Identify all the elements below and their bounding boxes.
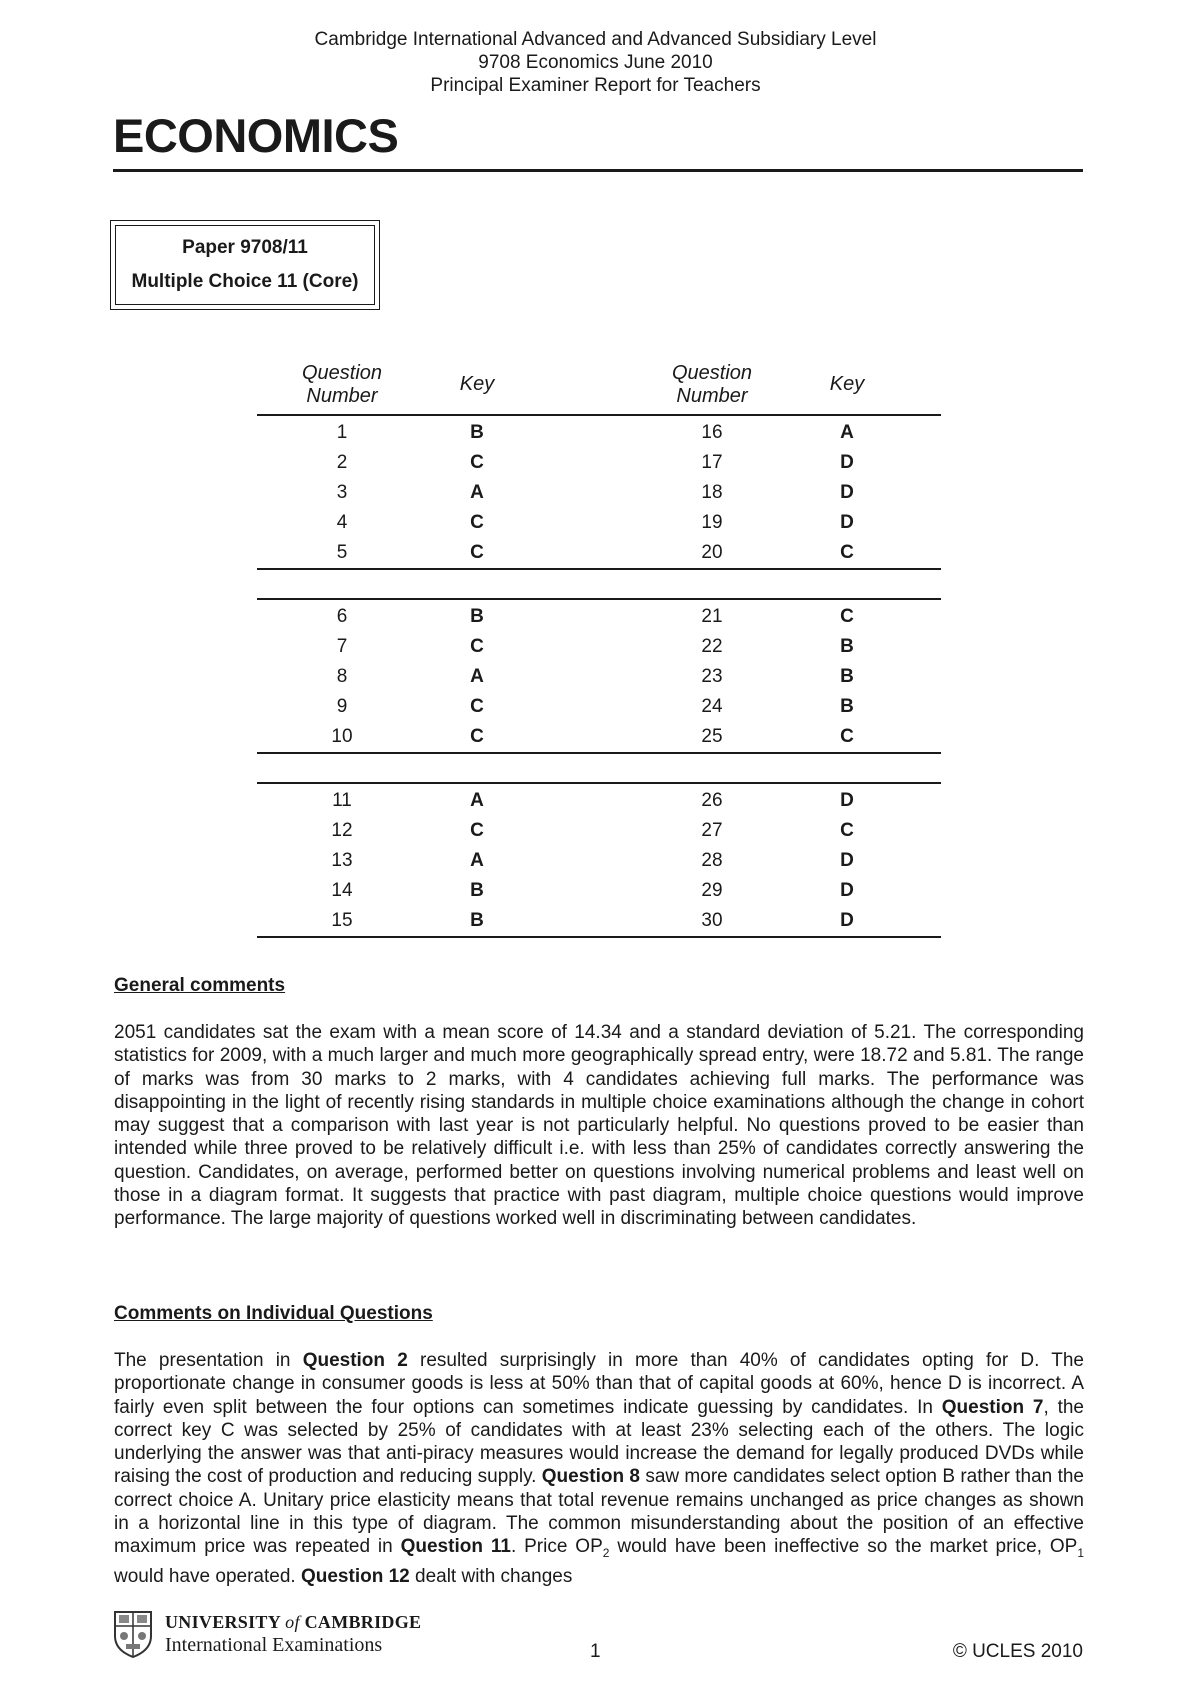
question-number: 7: [336, 636, 348, 657]
question-ref: Question 7: [941, 1396, 1044, 1418]
table-row: [257, 602, 941, 632]
table-row: [257, 816, 941, 846]
header-line-3: Principal Examiner Report for Teachers: [430, 75, 761, 96]
group-gap: [257, 754, 941, 782]
text-segment: saw more candidates select option B rather than the correct choice A. Unitary price elasticity means that total revenue remains unchanged as price changes as shown in a horizontal line in this type of diagram. The common misunderstanding about the position of an effective maximum price was repeated in: [114, 1466, 1084, 1558]
paper-box-inner: [115, 225, 375, 305]
answer-key: A: [470, 482, 484, 503]
question-number: 16: [701, 422, 723, 443]
question-number: 14: [331, 880, 353, 901]
answer-key: D: [840, 452, 854, 473]
document-title: ECONOMICS: [113, 109, 399, 162]
answer-key: C: [470, 542, 484, 563]
paper-code: Paper 9708/11: [182, 237, 308, 258]
question-number: 5: [336, 542, 348, 563]
question-number: 8: [336, 666, 348, 687]
question-number: 6: [336, 606, 348, 627]
answer-key: A: [470, 790, 484, 811]
table-row: [257, 448, 941, 478]
header-key-1: Key: [459, 373, 495, 395]
title-rule: [113, 169, 1083, 172]
question-number: 12: [331, 820, 353, 841]
answer-key: D: [840, 880, 854, 901]
answer-key: B: [470, 910, 484, 931]
table-row: [257, 538, 941, 568]
question-number: 26: [701, 790, 723, 811]
table-row: [257, 786, 941, 816]
table-row: [257, 846, 941, 876]
answer-key: D: [840, 850, 854, 871]
answer-key: C: [470, 726, 484, 747]
text-segment: , the correct key C was selected by 25% of candidates with at least 23% selecting each of the others. The logic underlying the answer was that anti-piracy measures would increase the demand for legally produced DVDs while raising the cost of production and reducing supply.: [114, 1396, 1084, 1488]
table-row: [257, 662, 941, 692]
answer-key: C: [470, 636, 484, 657]
question-number: 2: [336, 452, 348, 473]
table-row: [257, 876, 941, 906]
table-row: [257, 722, 941, 752]
answer-key: A: [470, 850, 484, 871]
header-question-number-2: [627, 362, 797, 408]
page-number: 1: [590, 1641, 601, 1662]
answer-key: C: [840, 606, 854, 627]
question-number: 27: [701, 820, 723, 841]
answer-key: C: [470, 452, 484, 473]
text-segment: would have operated.: [114, 1566, 301, 1588]
answer-key: D: [840, 790, 854, 811]
question-ref: Question 12: [300, 1566, 410, 1588]
table-body: [257, 416, 941, 938]
answer-key: D: [840, 512, 854, 533]
table-row: [257, 418, 941, 448]
question-group: [257, 598, 941, 754]
question-number: 13: [331, 850, 353, 871]
table-row: [257, 692, 941, 722]
text-segment: resulted surprisingly in more than 40% of candidates opting for D. The proportionate change in consumer goods is less at 50% than that of capital goods at 60%, hence D is incorrect. A fairly even split between the four options can sometimes indicate guessing by candidates. In: [114, 1350, 1084, 1418]
logo-text: [165, 1611, 421, 1657]
individual-comments-heading: Comments on Individual Questions: [114, 1303, 433, 1324]
answer-key: B: [470, 880, 484, 901]
answer-key: B: [470, 422, 484, 443]
question-number: 22: [701, 636, 723, 657]
header-key-2: Key: [829, 373, 865, 395]
header-number-word: Number: [676, 385, 748, 407]
question-group: [257, 416, 941, 570]
table-header: [257, 356, 941, 416]
header-question-number-1: [257, 362, 427, 408]
question-number: 4: [336, 512, 348, 533]
table-row: [257, 478, 941, 508]
table-row: [257, 632, 941, 662]
question-number: 11: [332, 790, 352, 811]
question-number: 25: [701, 726, 723, 747]
text-segment: The presentation in: [114, 1350, 303, 1371]
answer-key: B: [470, 606, 484, 627]
text-segment: would have been ineffective so the market price, OP: [609, 1536, 1078, 1558]
header-line-2: 9708 Economics June 2010: [478, 52, 713, 73]
question-number: 29: [701, 880, 723, 901]
cambridge-logo: [113, 1610, 421, 1658]
question-number: 24: [701, 696, 723, 717]
question-number: 1: [336, 422, 348, 443]
answer-key-table: [257, 356, 941, 938]
question-number: 9: [336, 696, 348, 717]
question-number: 28: [701, 850, 723, 871]
answer-key: C: [840, 726, 854, 747]
answer-key: C: [840, 820, 854, 841]
question-number: 10: [331, 726, 353, 747]
group-gap: [257, 570, 941, 598]
paper-title: Multiple Choice 11 (Core): [131, 271, 359, 292]
subscript: 1: [1077, 1546, 1085, 1561]
answer-key: B: [840, 636, 854, 657]
answer-key: D: [840, 910, 854, 931]
question-number: 21: [701, 606, 723, 627]
answer-key: A: [470, 666, 484, 687]
answer-key: B: [840, 666, 854, 687]
answer-key: C: [470, 820, 484, 841]
logo-word: UNIVERSITY: [165, 1612, 281, 1632]
crest-icon: [113, 1610, 153, 1658]
individual-comments-text: [114, 1349, 1084, 1589]
question-number: 23: [701, 666, 723, 687]
question-ref: Question 8: [541, 1466, 640, 1488]
page-header: [0, 28, 1191, 97]
answer-key: A: [840, 422, 854, 443]
header-question-word: Question: [671, 362, 753, 384]
copyright: © UCLES 2010: [952, 1641, 1083, 1662]
question-number: 20: [701, 542, 723, 563]
general-comments-heading: General comments: [114, 975, 286, 996]
answer-key: C: [470, 512, 484, 533]
question-number: 18: [701, 482, 723, 503]
subscript: 2: [602, 1546, 610, 1561]
answer-key: D: [840, 482, 854, 503]
logo-subtitle: International Examinations: [165, 1634, 383, 1656]
question-number: 19: [701, 512, 723, 533]
question-group: [257, 782, 941, 938]
logo-university: [165, 1611, 421, 1633]
table-row: [257, 906, 941, 936]
header-number-word: Number: [306, 385, 378, 407]
question-ref: Question 2: [302, 1350, 408, 1371]
answer-key: C: [840, 542, 854, 563]
question-number: 30: [701, 910, 723, 931]
logo-word: of: [285, 1612, 300, 1632]
answer-key: C: [470, 696, 484, 717]
logo-word: CAMBRIDGE: [304, 1612, 422, 1632]
question-number: 17: [701, 452, 723, 473]
header-line-1: Cambridge International Advanced and Advanced Subsidiary Level: [314, 29, 877, 50]
question-ref: Question 11: [400, 1536, 511, 1558]
question-number: 15: [331, 910, 353, 931]
answer-key: B: [840, 696, 854, 717]
general-comments-text: 2051 candidates sat the exam with a mean score of 14.34 and a standard deviation of 5.21. The corresponding statistics for 2009, with a much larger and much more geographically spread entry, were 18.72 and 5.81. The range of marks was from 30 marks to 2 marks, with 4 candidates achieving full marks. The performance was disappointing in the light of recently rising standards in multiple choice examinations although the change in cohort may suggest that a comparison with last year is not particularly helpful. No questions proved to be easier than intended while three proved to be relatively difficult i.e. with less than 25% of candidates correctly answering the question. Candidates, on average, performed better on questions involving numerical problems and least well on those in a diagram format. It suggests that practice with past diagram, multiple choice questions would improve performance. The large majority of questions worked well in discriminating between candidates.: [114, 1022, 1084, 1230]
question-number: 3: [336, 482, 348, 503]
table-row: [257, 508, 941, 538]
paper-box: [110, 220, 380, 310]
header-question-word: Question: [301, 362, 383, 384]
text-segment: dealt with changes: [409, 1566, 573, 1588]
text-segment: . Price OP: [510, 1536, 603, 1558]
